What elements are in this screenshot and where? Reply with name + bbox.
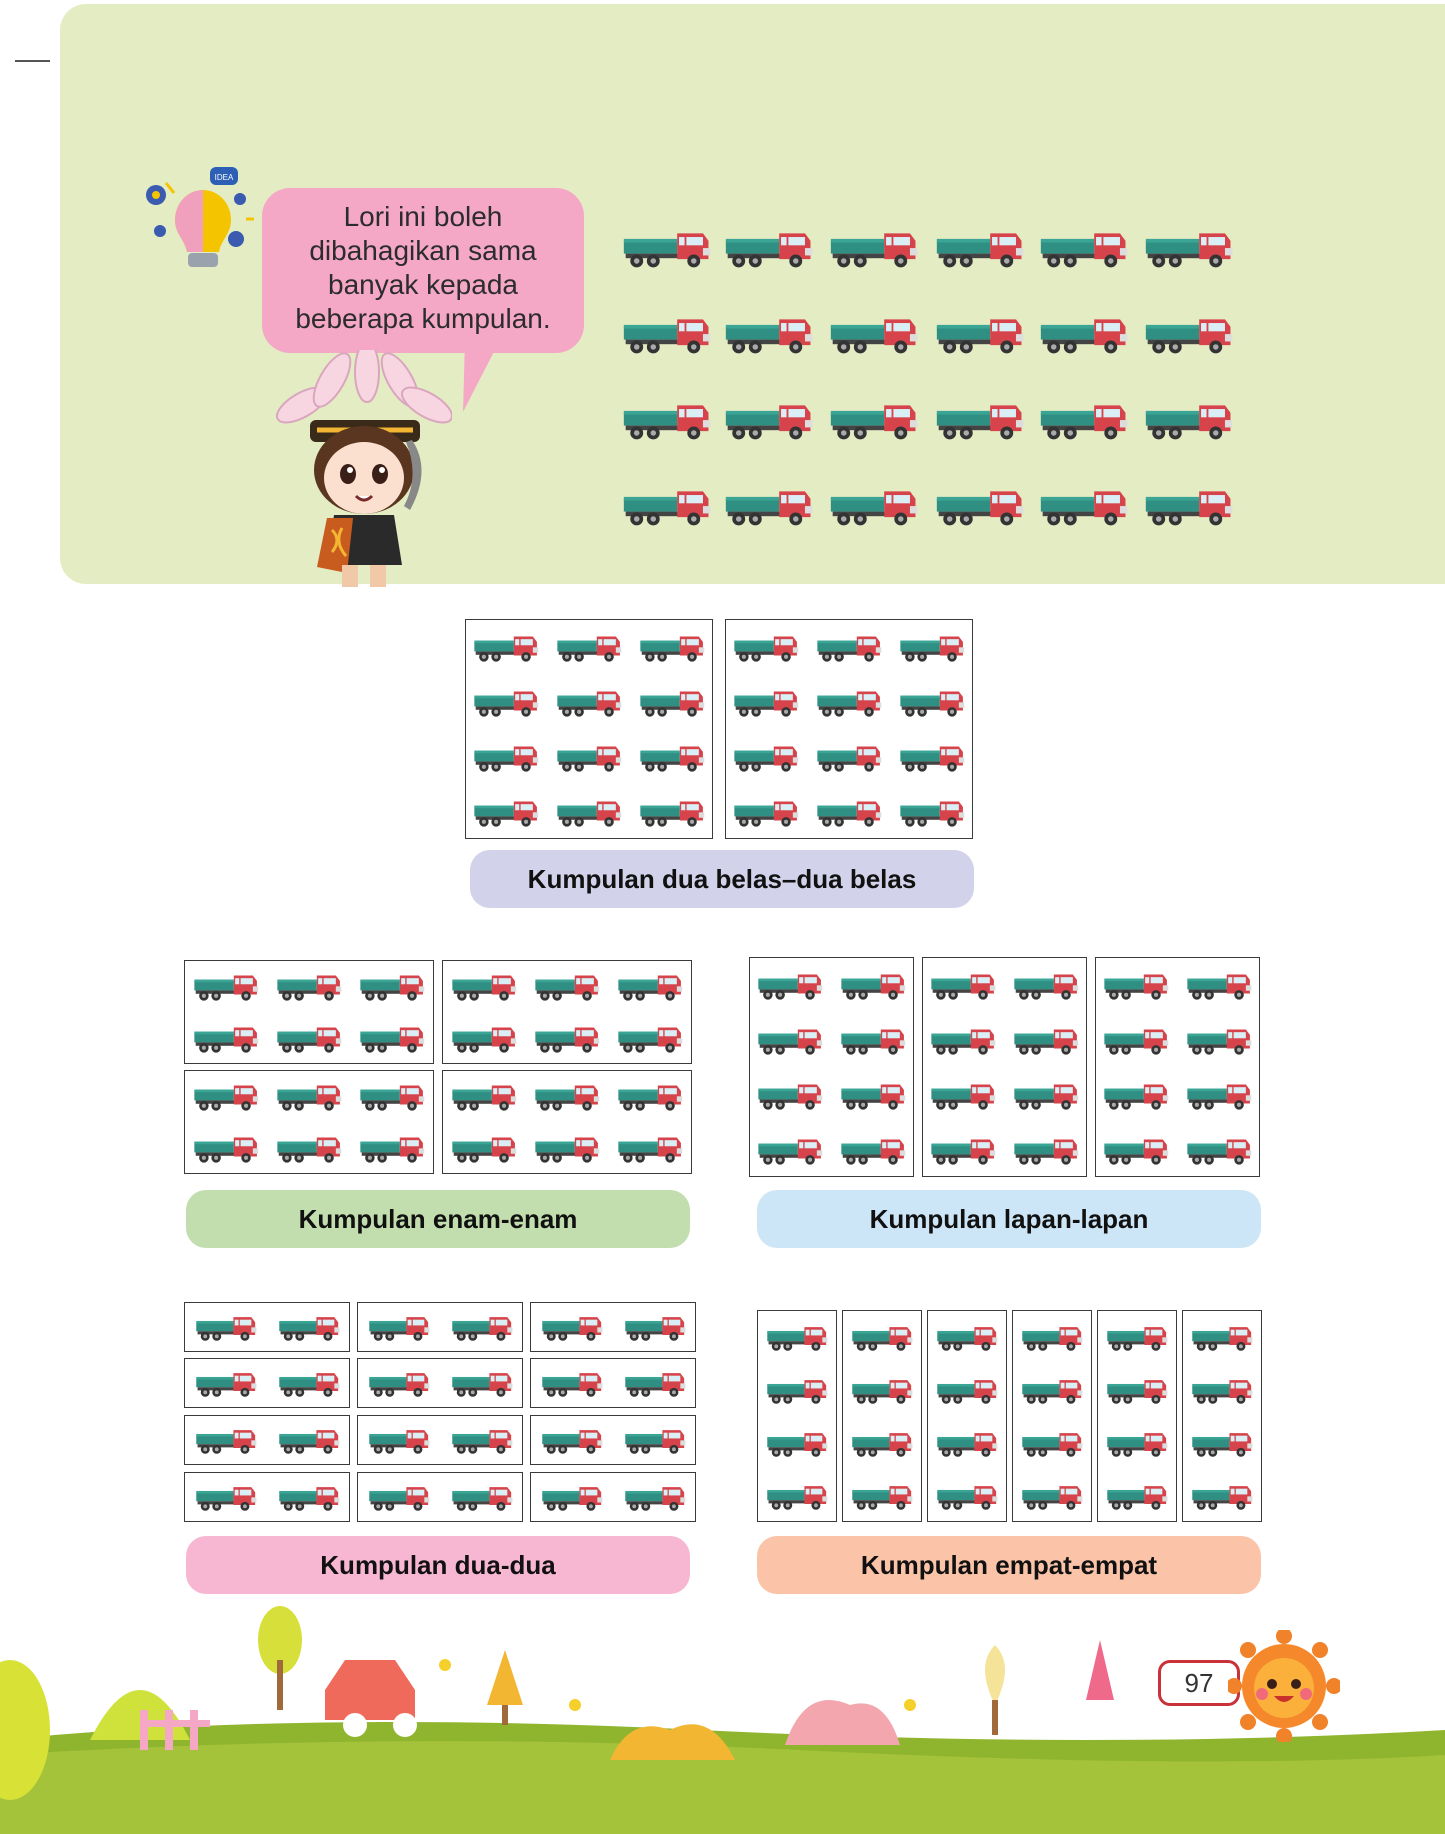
truck — [556, 630, 624, 666]
truck — [473, 740, 541, 776]
truck — [278, 1311, 342, 1345]
truck — [556, 685, 624, 721]
truck — [1021, 1480, 1085, 1514]
truck — [829, 226, 921, 272]
truck — [541, 1424, 605, 1458]
truck — [724, 398, 816, 444]
truck — [1106, 1480, 1170, 1514]
truck — [724, 226, 816, 272]
truck — [368, 1311, 432, 1345]
truck — [617, 1021, 685, 1057]
truck — [1106, 1374, 1170, 1408]
truck-group-box — [184, 1472, 350, 1522]
truck — [359, 1021, 427, 1057]
truck — [829, 484, 921, 530]
truck — [935, 312, 1027, 358]
truck — [899, 740, 967, 776]
truck — [195, 1311, 259, 1345]
truck — [622, 312, 714, 358]
truck — [1103, 1023, 1171, 1059]
truck — [899, 685, 967, 721]
truck — [1021, 1427, 1085, 1461]
truck — [278, 1367, 342, 1401]
truck-group-box — [842, 1310, 922, 1522]
truck — [851, 1480, 915, 1514]
truck — [451, 1079, 519, 1115]
truck — [1021, 1321, 1085, 1355]
truck — [724, 312, 816, 358]
truck-group-box — [530, 1472, 696, 1522]
truck — [1013, 1078, 1081, 1114]
speech-line: Lori ini boleh — [343, 201, 503, 232]
truck — [451, 1311, 515, 1345]
truck — [534, 1021, 602, 1057]
truck — [556, 795, 624, 831]
idea-bulb-icon — [140, 165, 260, 280]
sun-icon — [1228, 1630, 1340, 1742]
truck — [829, 312, 921, 358]
truck — [829, 398, 921, 444]
page-number: 97 — [1158, 1660, 1240, 1706]
truck — [195, 1367, 259, 1401]
truck — [930, 1023, 998, 1059]
truck — [639, 630, 707, 666]
truck — [1106, 1427, 1170, 1461]
truck — [1103, 1078, 1171, 1114]
truck — [622, 398, 714, 444]
truck — [935, 398, 1027, 444]
truck — [639, 795, 707, 831]
truck — [639, 740, 707, 776]
truck-group-box — [357, 1358, 523, 1408]
truck-group-box — [749, 957, 914, 1177]
truck — [936, 1427, 1000, 1461]
truck — [1013, 1023, 1081, 1059]
truck — [359, 1131, 427, 1167]
truck — [473, 630, 541, 666]
speech-bubble — [262, 188, 584, 353]
truck — [473, 685, 541, 721]
truck — [766, 1480, 830, 1514]
speech-line: banyak kepada — [328, 269, 518, 300]
truck — [639, 685, 707, 721]
truck-group-box — [184, 1415, 350, 1465]
truck — [624, 1481, 688, 1515]
grouping-label: Kumpulan enam-enam — [186, 1190, 690, 1248]
truck — [766, 1321, 830, 1355]
idea-badge-text: IDEA — [214, 173, 234, 182]
truck — [757, 968, 825, 1004]
truck-group-box — [442, 1070, 692, 1174]
truck — [1144, 226, 1236, 272]
truck — [276, 1021, 344, 1057]
truck-group-box — [184, 1302, 350, 1352]
truck — [1013, 968, 1081, 1004]
truck — [840, 1078, 908, 1114]
grouping-label: Kumpulan dua-dua — [186, 1536, 690, 1594]
truck — [368, 1367, 432, 1401]
truck — [368, 1481, 432, 1515]
grouping-label: Kumpulan empat-empat — [757, 1536, 1261, 1594]
truck — [451, 1021, 519, 1057]
truck — [851, 1321, 915, 1355]
truck — [816, 740, 884, 776]
speech-line: dibahagikan sama — [309, 235, 537, 266]
truck — [1191, 1480, 1255, 1514]
truck-group-box — [442, 960, 692, 1064]
truck — [1039, 226, 1131, 272]
truck — [1013, 1133, 1081, 1169]
speech-bubble-tail — [455, 340, 515, 420]
truck — [617, 969, 685, 1005]
speech-line: beberapa kumpulan. — [295, 303, 551, 334]
mascot-character — [272, 350, 452, 595]
truck — [1191, 1374, 1255, 1408]
truck — [1186, 968, 1254, 1004]
truck — [451, 1131, 519, 1167]
truck — [1106, 1321, 1170, 1355]
truck — [624, 1311, 688, 1345]
truck-group-box — [184, 1070, 434, 1174]
truck — [930, 1078, 998, 1114]
truck — [935, 226, 1027, 272]
truck — [556, 740, 624, 776]
truck-group-box — [465, 619, 713, 839]
truck — [541, 1311, 605, 1345]
truck — [816, 630, 884, 666]
truck — [757, 1078, 825, 1114]
truck — [935, 484, 1027, 530]
truck-group-box — [1182, 1310, 1262, 1522]
truck — [766, 1427, 830, 1461]
truck-group-box — [184, 1358, 350, 1408]
truck — [1103, 1133, 1171, 1169]
truck — [278, 1424, 342, 1458]
crop-mark — [15, 60, 50, 62]
truck — [733, 685, 801, 721]
truck — [733, 630, 801, 666]
truck — [1191, 1321, 1255, 1355]
truck — [936, 1480, 1000, 1514]
truck — [1186, 1078, 1254, 1114]
truck — [368, 1424, 432, 1458]
truck — [840, 1133, 908, 1169]
truck — [359, 969, 427, 1005]
truck — [816, 795, 884, 831]
truck — [936, 1374, 1000, 1408]
truck — [624, 1424, 688, 1458]
truck — [617, 1131, 685, 1167]
truck — [724, 484, 816, 530]
truck — [899, 630, 967, 666]
truck — [930, 968, 998, 1004]
truck — [278, 1481, 342, 1515]
truck-group-box — [927, 1310, 1007, 1522]
truck-group-box — [530, 1302, 696, 1352]
truck — [930, 1133, 998, 1169]
truck — [733, 795, 801, 831]
truck — [757, 1023, 825, 1059]
truck — [622, 226, 714, 272]
truck — [1191, 1427, 1255, 1461]
truck — [1144, 312, 1236, 358]
truck — [622, 484, 714, 530]
truck — [851, 1427, 915, 1461]
truck — [473, 795, 541, 831]
truck — [899, 795, 967, 831]
truck — [624, 1367, 688, 1401]
truck — [541, 1481, 605, 1515]
truck — [936, 1321, 1000, 1355]
truck — [451, 1367, 515, 1401]
truck — [193, 1131, 261, 1167]
truck — [851, 1374, 915, 1408]
truck — [1021, 1374, 1085, 1408]
truck-group-box — [922, 957, 1087, 1177]
truck-group-box — [357, 1302, 523, 1352]
truck — [1186, 1133, 1254, 1169]
truck — [534, 1131, 602, 1167]
truck — [1186, 1023, 1254, 1059]
truck-group-box — [184, 960, 434, 1064]
truck — [276, 969, 344, 1005]
truck-group-box — [1097, 1310, 1177, 1522]
truck — [1039, 484, 1131, 530]
grouping-label: Kumpulan lapan-lapan — [757, 1190, 1261, 1248]
truck — [451, 1481, 515, 1515]
truck — [541, 1367, 605, 1401]
truck — [733, 740, 801, 776]
truck — [193, 1079, 261, 1115]
truck-group-box — [1095, 957, 1260, 1177]
truck — [195, 1481, 259, 1515]
truck — [451, 1424, 515, 1458]
truck-group-box — [530, 1358, 696, 1408]
truck — [534, 1079, 602, 1115]
grouping-label: Kumpulan dua belas–dua belas — [470, 850, 974, 908]
truck — [195, 1424, 259, 1458]
truck-group-box — [357, 1472, 523, 1522]
truck — [816, 685, 884, 721]
truck — [617, 1079, 685, 1115]
truck — [276, 1131, 344, 1167]
truck — [766, 1374, 830, 1408]
truck — [1144, 398, 1236, 444]
truck — [359, 1079, 427, 1115]
truck-group-box — [757, 1310, 837, 1522]
truck-group-box — [357, 1415, 523, 1465]
truck — [193, 1021, 261, 1057]
truck — [840, 968, 908, 1004]
truck — [534, 969, 602, 1005]
truck-group-box — [1012, 1310, 1092, 1522]
truck — [1039, 398, 1131, 444]
truck — [1144, 484, 1236, 530]
truck — [1039, 312, 1131, 358]
truck — [757, 1133, 825, 1169]
truck — [1103, 968, 1171, 1004]
truck-group-box — [530, 1415, 696, 1465]
truck — [840, 1023, 908, 1059]
truck-group-box — [725, 619, 973, 839]
truck — [193, 969, 261, 1005]
truck — [451, 969, 519, 1005]
truck — [276, 1079, 344, 1115]
